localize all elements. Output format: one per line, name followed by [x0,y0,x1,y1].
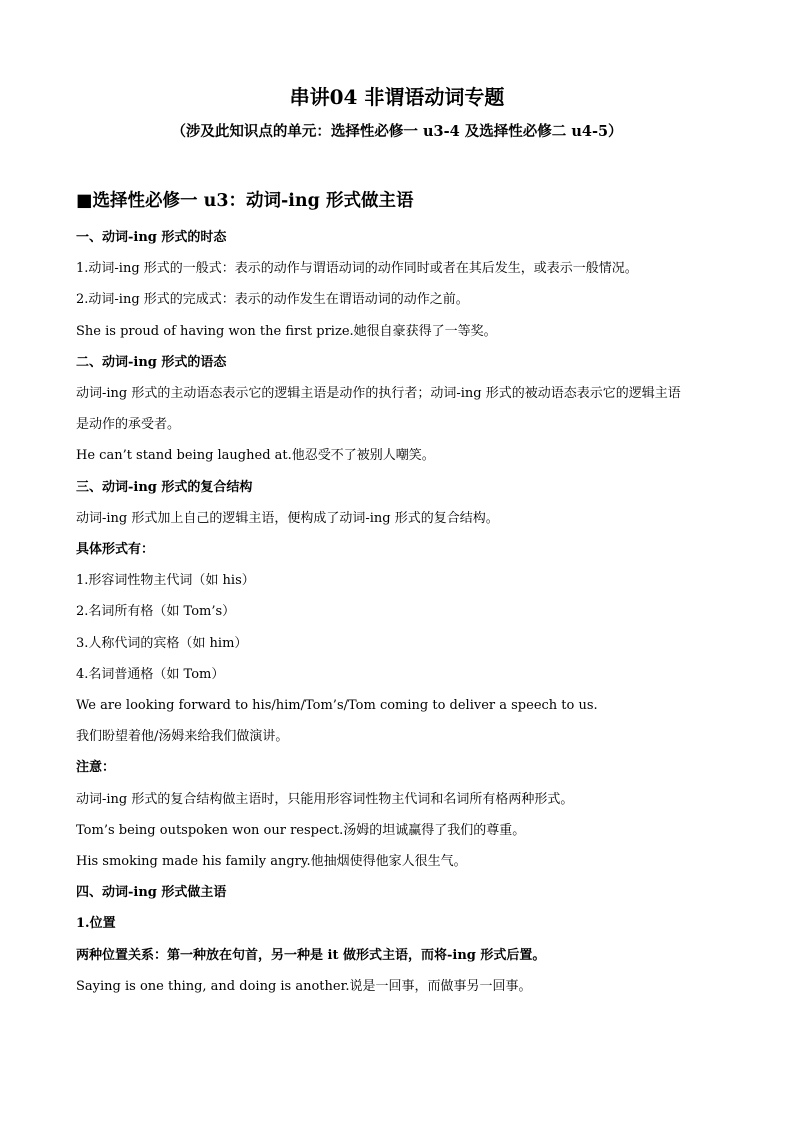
paragraph-line: 动词-ing 形式的复合结构做主语时，只能用形容词性物主代词和名词所有格两种形式。 [76,792,574,807]
page-title: 串讲04 非谓语动词专题 [289,85,505,109]
example-sentence: He can’t stand being laughed at.他忍受不了被别人嘲笑。 [76,448,435,463]
heading-voice: 二、动词-ing 形式的语态 [76,355,227,370]
example-sentence: Saying is one thing, and doing is another.说是一回事，而做事另一回事。 [76,979,532,994]
example-sentence: She is proud of having won the first prize.她很自豪获得了一等奖。 [76,324,497,339]
page-subtitle: （涉及此知识点的单元：选择性必修一 u3-4 及选择性必修二 u4-5） [171,123,623,140]
heading-tense: 一、动词-ing 形式的时态 [76,230,227,245]
list-item: 2.名词所有格（如 Tom’s） [76,604,236,619]
subheading-forms: 具体形式有： [76,542,155,557]
heading-subject: 四、动词-ing 形式做主语 [76,885,227,900]
example-sentence: We are looking forward to his/him/Tom’s/Tom coming to deliver a speech to us. [76,698,598,713]
subheading-position: 1.位置 [76,916,116,931]
paragraph-line: 两种位置关系：第一种放在句首，另一种是 it 做形式主语，而将-ing 形式后置。 [76,948,546,963]
paragraph-line: 1.动词-ing 形式的一般式：表示的动作与谓语动词的动作同时或者在其后发生，或表示一般情况。 [76,261,638,276]
paragraph-line: 是动作的承受者。 [76,417,181,432]
section-heading: ■选择性必修一 u3：动词-ing 形式做主语 [76,191,414,211]
example-sentence: Tom’s being outspoken won our respect.汤姆的坦诚赢得了我们的尊重。 [76,823,526,838]
paragraph-line: 动词-ing 形式加上自己的逻辑主语，便构成了动词-ing 形式的复合结构。 [76,511,499,526]
list-item: 4.名词普通格（如 Tom） [76,667,225,682]
example-translation: 我们盼望着他/汤姆来给我们做演讲。 [76,729,289,744]
list-item: 3.人称代词的宾格（如 him） [76,636,248,651]
paragraph-line: 2.动词-ing 形式的完成式：表示的动作发生在谓语动词的动作之前。 [76,292,469,307]
paragraph-line: 动词-ing 形式的主动语态表示它的逻辑主语是动作的执行者；动词-ing 形式的被动语态表示它的逻辑主语 [76,386,681,401]
list-item: 1.形容词性物主代词（如 his） [76,573,255,588]
subheading-note: 注意： [76,760,116,775]
example-sentence: His smoking made his family angry.他抽烟使得他家人很生气。 [76,854,467,869]
heading-compound: 三、动词-ing 形式的复合结构 [76,480,253,495]
